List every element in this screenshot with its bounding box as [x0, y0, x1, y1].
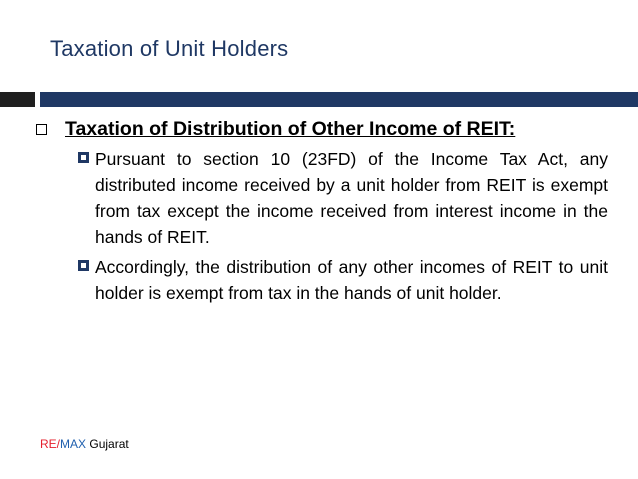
- brand-max: MAX: [60, 437, 87, 451]
- list-item: [78, 254, 608, 306]
- bullet-text: Pursuant to section 10 (23FD) of the Income Tax Act, any distributed income received by a unit holder from REIT is exempt from tax except the income received from interest income in the hands of REIT.: [95, 149, 608, 247]
- square-bullet-icon: [78, 260, 89, 271]
- heading-item: [36, 116, 608, 142]
- brand-re: RE: [40, 437, 57, 451]
- bullet-text: Accordingly, the distribution of any other incomes of REIT to unit holder is exempt from tax in the hands of unit holder.: [95, 257, 608, 303]
- brand-slash: /: [56, 437, 61, 451]
- accent-bar-navy: [40, 92, 638, 107]
- hollow-square-bullet-icon: [36, 124, 47, 135]
- footer-brand: [40, 437, 129, 451]
- square-bullet-icon: [78, 152, 89, 163]
- section-heading: Taxation of Distribution of Other Income of REIT:: [65, 118, 516, 140]
- page-title: Taxation of Unit Holders: [50, 36, 289, 61]
- slide-content: [36, 116, 608, 306]
- brand-region: Gujarat: [86, 437, 129, 451]
- list-item: [78, 146, 608, 250]
- accent-bar-dark: [0, 92, 35, 107]
